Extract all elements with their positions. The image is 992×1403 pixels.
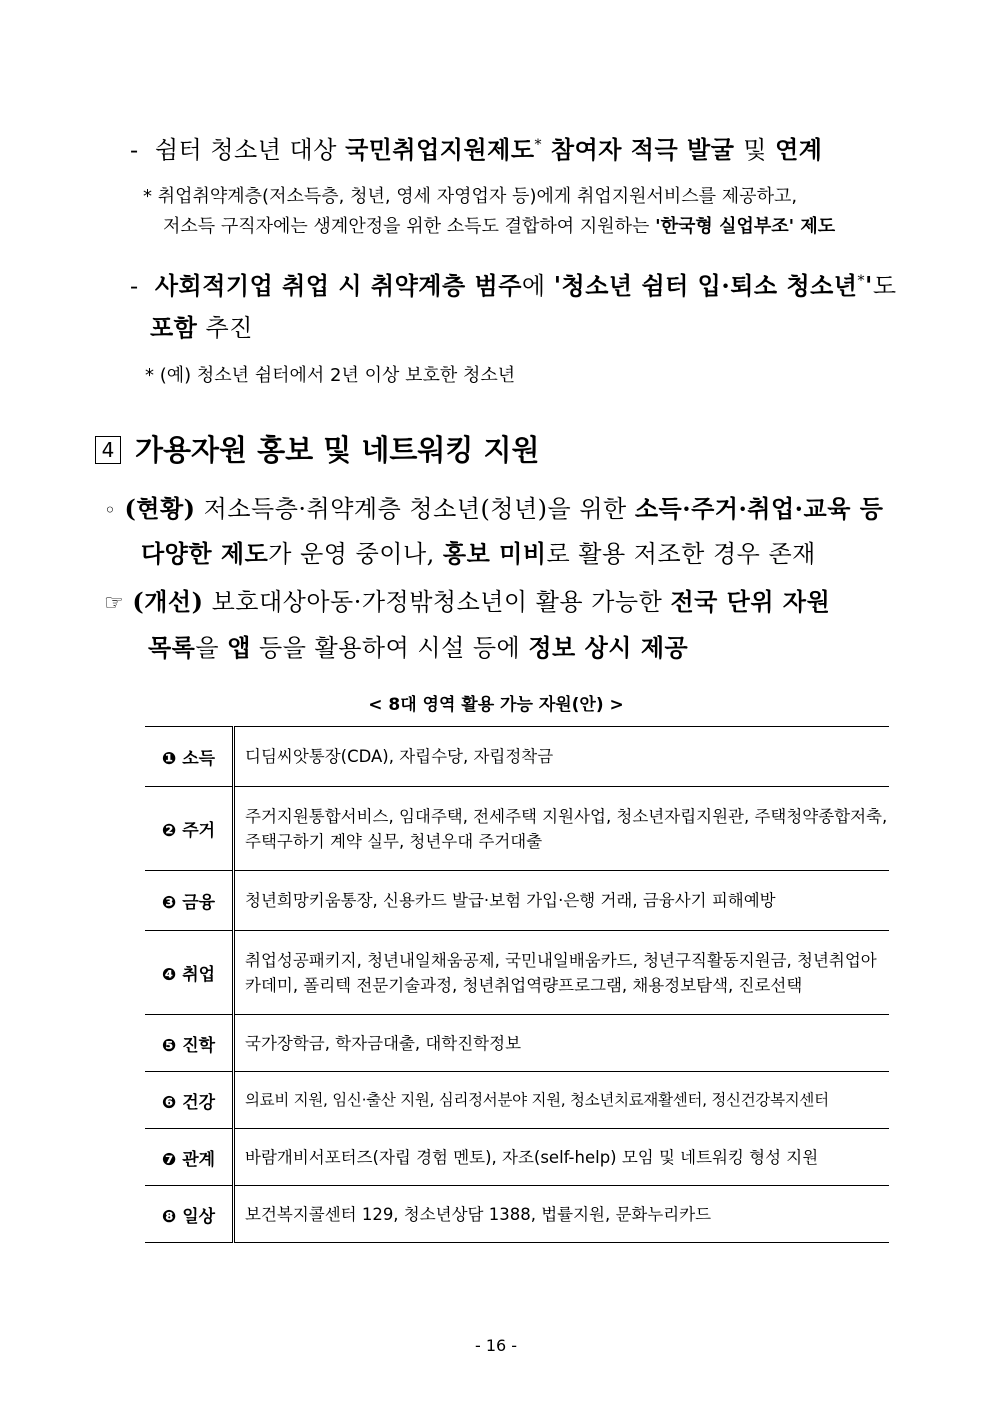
status-label: (현황) [124, 494, 196, 523]
category-cell: ❻ 건강 [145, 1072, 234, 1129]
items-cell: 의료비 지원, 임신·출산 지원, 심리정서분야 지원, 청소년치료재활센터, 정신건강복지센터 [234, 1072, 890, 1129]
bullet-employment-support [130, 126, 822, 169]
paragraph-bold-text: 홍보 미비 [442, 539, 547, 568]
items-cell: 디딤씨앗통장(CDA), 자립수당, 자립정착금 [234, 727, 890, 787]
circle-bullet-icon: ◦ [104, 498, 117, 522]
section-number-box: 4 [95, 436, 121, 464]
items-cell: 취업성공패키지, 청년내일채움공제, 국민내일배움카드, 청년구직활동지원금, 청년취업아카데미, 폴리텍 전문기술과정, 청년취업역량프로그램, 채용정보탐색, 진로선택 [234, 931, 890, 1015]
bullet-text: 추진 [197, 314, 253, 342]
improvement-paragraph [104, 580, 830, 670]
paragraph-bold-text: 앱 [227, 633, 251, 662]
category-cell: ❷ 주거 [145, 787, 234, 871]
page-number [0, 1336, 992, 1355]
status-paragraph [104, 487, 883, 576]
table-row [145, 1072, 889, 1129]
table-caption-text: < 8대 영역 활용 가능 자원(안) > [368, 695, 624, 715]
page-number-text: - 16 - [474, 1336, 518, 1355]
table-row [145, 1129, 889, 1186]
bullet-bold-text: 참여자 적극 발굴 [542, 135, 744, 164]
paragraph-bold-text: 목록 [148, 633, 196, 662]
paragraph-bold-text: 전국 단위 자원 [670, 587, 831, 616]
footnote-line: * 취업취약계층(저소득층, 청년, 영세 자영업자 등)에게 취업지원서비스를 제공하고, [143, 186, 798, 207]
bullet-text: 도 [872, 272, 897, 300]
paragraph-text: 등을 활용하여 시설 등에 [250, 634, 529, 662]
section-title: 가용자원 홍보 및 네트워킹 지원 [135, 433, 540, 467]
paragraph-bold-text: 정보 상시 제공 [528, 633, 689, 662]
section-heading [95, 428, 540, 469]
bullet-bold-text: 연계 [775, 135, 823, 164]
category-cell: ❶ 소득 [145, 727, 234, 787]
paragraph-bold-text: 소득·주거·취업·교육 등 [634, 494, 884, 523]
dash-marker: - [130, 136, 139, 164]
category-cell: ❹ 취업 [145, 931, 234, 1015]
bullet-bold-text: 사회적기업 취업 시 취약계층 범주 [154, 271, 522, 300]
table-row [145, 727, 889, 787]
items-cell: 국가장학금, 학자금대출, 대학진학정보 [234, 1015, 890, 1072]
footnote-mark: * [857, 273, 865, 289]
category-cell: ❺ 진학 [145, 1015, 234, 1072]
table-row [145, 1186, 889, 1243]
paragraph-bold-text: 다양한 제도 [141, 539, 269, 568]
footnote-line [143, 212, 835, 242]
category-cell: ❼ 관계 [145, 1129, 234, 1186]
category-cell: ❸ 금융 [145, 871, 234, 931]
footnote-text: 저소득 구직자에는 생계안정을 위한 소득도 결합하여 지원하는 [163, 216, 656, 237]
paragraph-text: 로 활용 저조한 경우 존재 [546, 540, 816, 568]
paragraph-text: 가 운영 중이나, [268, 540, 443, 568]
items-cell: 주거지원통합서비스, 임대주택, 전세주택 지원사업, 청소년자립지원관, 주택청약종합저축, 주택구하기 계약 실무, 청년우대 주거대출 [234, 787, 890, 871]
footnote-line: * (예) 청소년 쉼터에서 2년 이상 보호한 청소년 [145, 365, 516, 386]
bullet-bold-text: '청소년 쉼터 입·퇴소 청소년 [553, 271, 858, 300]
table-row [145, 787, 889, 871]
pointing-hand-icon: ☞ [104, 591, 125, 616]
bullet-bold-text: 포함 [150, 313, 198, 342]
bullet-bold-text: 국민취업지원제도 [345, 135, 535, 164]
bullet-text: 에 [521, 272, 554, 300]
dash-marker: - [130, 272, 139, 300]
table-row [145, 1015, 889, 1072]
table-row [145, 931, 889, 1015]
bullet-social-enterprise [130, 262, 897, 347]
footnote-bold-text: '한국형 실업부조' 제도 [655, 216, 836, 237]
items-cell: 보건복지콜센터 129, 청소년상담 1388, 법률지원, 문화누리카드 [234, 1186, 890, 1243]
paragraph-text: 보호대상아동·가정밖청소년이 활용 가능한 [203, 588, 671, 616]
footnote-unemployment-aid [143, 182, 835, 242]
category-cell: ❽ 일상 [145, 1186, 234, 1243]
table-row [145, 871, 889, 931]
footnote-example [145, 361, 515, 391]
footnote-mark: * [534, 137, 543, 153]
items-cell: 바람개비서포터즈(자립 경험 멘토), 자조(self-help) 모임 및 네트워킹 형성 지원 [234, 1129, 890, 1186]
paragraph-text: 저소득층·취약계층 청소년(청년)을 위한 [195, 495, 635, 523]
bullet-text: 및 [743, 136, 776, 164]
table-caption [0, 690, 992, 715]
bullet-text: 쉼터 청소년 대상 [154, 136, 346, 164]
paragraph-text: 을 [195, 634, 228, 662]
improvement-label: (개선) [132, 587, 204, 616]
items-cell: 청년희망키움통장, 신용카드 발급·보험 가입·은행 거래, 금융사기 피해예방 [234, 871, 890, 931]
resources-table [145, 726, 889, 1243]
bullet-bold-text: ' [865, 271, 873, 300]
